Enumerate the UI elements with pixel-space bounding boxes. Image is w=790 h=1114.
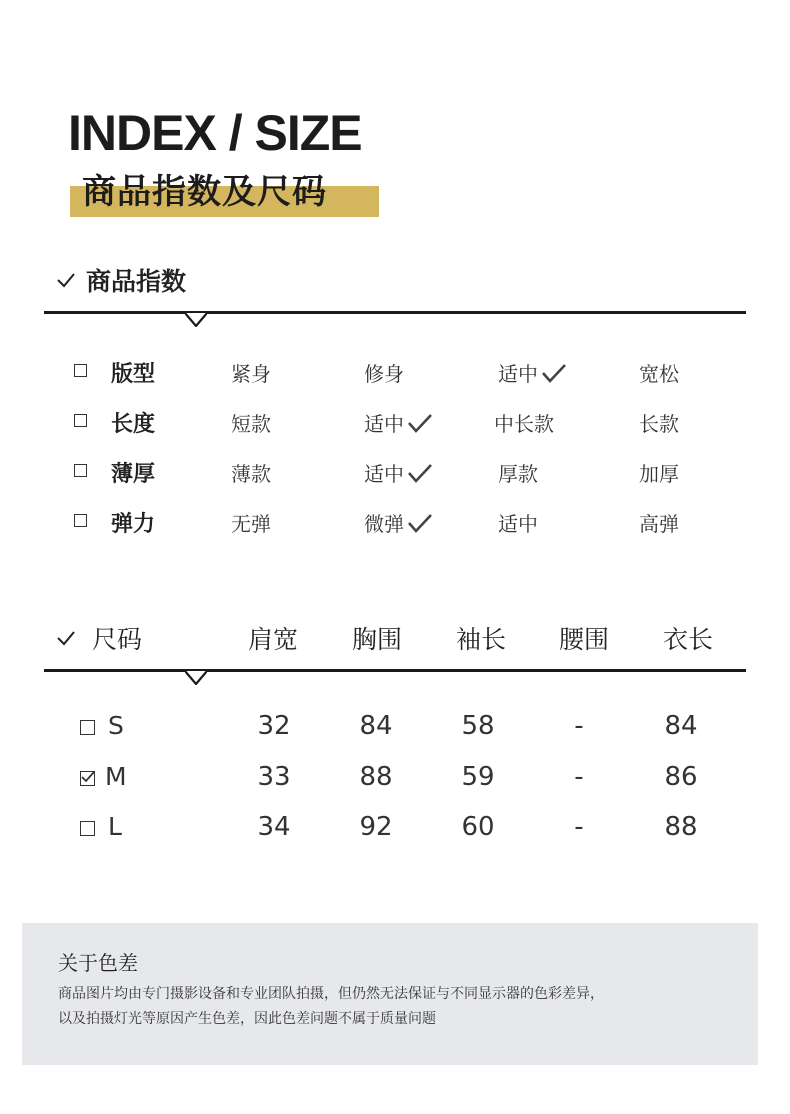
index-option-label: 中长款 xyxy=(494,412,554,436)
selected-check-icon xyxy=(407,462,433,484)
size-cell: 59 xyxy=(461,762,495,792)
size-cell: 92 xyxy=(359,812,393,842)
index-option[interactable] xyxy=(364,358,404,387)
index-option-label: 加厚 xyxy=(639,462,679,486)
index-option[interactable] xyxy=(494,408,554,437)
index-section-heading xyxy=(56,262,186,298)
size-section-heading xyxy=(56,620,142,656)
size-column-header: 衣长 xyxy=(663,625,714,654)
index-option[interactable] xyxy=(364,408,433,437)
size-cell: 88 xyxy=(664,812,698,842)
size-cell: 84 xyxy=(359,711,393,741)
selected-check-icon xyxy=(541,362,567,384)
size-column-header: 袖长 xyxy=(456,625,507,654)
index-option[interactable] xyxy=(498,508,538,537)
size-column-header: 肩宽 xyxy=(248,625,299,654)
index-option[interactable] xyxy=(498,458,538,487)
page-title-chinese: 商品指数及尺码 xyxy=(82,172,327,212)
size-cell: 34 xyxy=(257,812,291,842)
size-cell: 86 xyxy=(664,762,698,792)
index-divider xyxy=(44,311,746,314)
index-section-title: 商品指数 xyxy=(86,267,187,296)
checkbox-check-icon xyxy=(80,770,96,784)
index-option[interactable] xyxy=(639,508,679,537)
size-cell: 58 xyxy=(461,711,495,741)
size-row-checkbox[interactable] xyxy=(80,720,95,735)
index-option-label: 适中 xyxy=(364,462,404,486)
index-row-checkbox[interactable] xyxy=(74,514,87,527)
index-option[interactable] xyxy=(639,458,679,487)
size-cell: - xyxy=(574,711,584,741)
index-option-label: 高弹 xyxy=(639,512,679,536)
index-option[interactable] xyxy=(639,358,679,387)
index-option-label: 长款 xyxy=(639,412,679,436)
index-row-checkbox[interactable] xyxy=(74,464,87,477)
check-icon xyxy=(56,272,76,288)
index-row-checkbox[interactable] xyxy=(74,364,87,377)
size-row-name: S xyxy=(108,711,124,740)
size-cell: - xyxy=(574,812,584,842)
index-option[interactable] xyxy=(364,508,433,537)
check-icon xyxy=(56,630,76,646)
size-section-title: 尺码 xyxy=(92,625,143,654)
note-line-1: 商品图片均由专门摄影设备和专业团队拍摄，但仍然无法保证与不同显示器的色彩差异， xyxy=(58,986,604,1002)
index-option-label: 微弹 xyxy=(364,512,404,536)
index-option-label: 修身 xyxy=(364,362,404,386)
size-column-header: 腰围 xyxy=(559,625,610,654)
size-row-name: L xyxy=(108,812,122,841)
size-divider xyxy=(44,669,746,672)
size-cell: 32 xyxy=(257,711,291,741)
size-row-checkbox[interactable] xyxy=(80,771,95,786)
page-title-english: INDEX / SIZE xyxy=(68,105,362,161)
size-cell: 60 xyxy=(461,812,495,842)
divider-notch-icon xyxy=(185,671,207,685)
note-line-2: 以及拍摄灯光等原因产生色差，因此色差问题不属于质量问题 xyxy=(58,1011,436,1027)
index-row-label: 版型 xyxy=(111,362,156,387)
index-option[interactable] xyxy=(231,508,271,537)
index-option[interactable] xyxy=(231,408,271,437)
index-option-label: 适中 xyxy=(498,512,538,536)
index-option-label: 薄款 xyxy=(231,462,271,486)
size-cell: 84 xyxy=(664,711,698,741)
index-option-label: 厚款 xyxy=(498,462,538,486)
index-option-label: 短款 xyxy=(231,412,271,436)
selected-check-icon xyxy=(407,512,433,534)
index-option[interactable] xyxy=(364,458,433,487)
index-option-label: 无弹 xyxy=(231,512,271,536)
size-row-name: M xyxy=(105,762,127,791)
size-column-header: 胸围 xyxy=(352,625,403,654)
index-option[interactable] xyxy=(639,408,679,437)
index-option-label: 紧身 xyxy=(231,362,271,386)
index-row-label: 薄厚 xyxy=(111,462,156,487)
size-cell: - xyxy=(574,762,584,792)
index-option-label: 宽松 xyxy=(639,362,679,386)
size-cell: 33 xyxy=(257,762,291,792)
size-row-checkbox[interactable] xyxy=(80,821,95,836)
divider-notch-icon xyxy=(185,313,207,327)
note-title: 关于色差 xyxy=(58,951,138,975)
index-option[interactable] xyxy=(231,458,271,487)
selected-check-icon xyxy=(407,412,433,434)
index-row-checkbox[interactable] xyxy=(74,414,87,427)
index-option-label: 适中 xyxy=(364,412,404,436)
index-row-label: 弹力 xyxy=(111,512,156,537)
index-option-label: 适中 xyxy=(498,362,538,386)
index-option[interactable] xyxy=(231,358,271,387)
size-cell: 88 xyxy=(359,762,393,792)
index-row-label: 长度 xyxy=(111,412,156,437)
index-option[interactable] xyxy=(498,358,567,387)
